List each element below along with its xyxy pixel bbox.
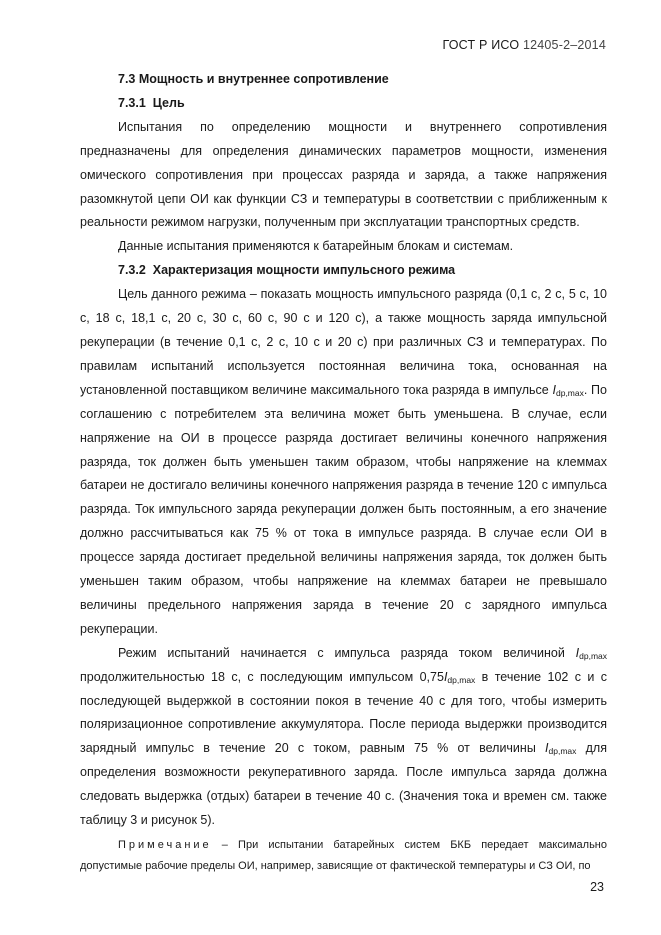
text-run: продолжительностью 18 с, с последующим импульсом 0,75 <box>80 669 444 684</box>
paragraph-test-regime <box>80 642 607 833</box>
section-number: 7.3.1 <box>118 95 146 110</box>
current-symbol: I <box>443 669 448 684</box>
standard-label: ГОСТ Р ИСО <box>442 38 520 52</box>
section-number: 7.3 <box>118 72 136 86</box>
section-title: Цель <box>152 95 185 110</box>
section-title: Характеризация мощности импульсного режима <box>152 263 456 278</box>
text-run: в течение 102 с и с последующей выдержкой в состоянии покоя в течение 40 с для того, чтобы измерить поляризационное сопротивление аккумулятора. После периода выдержки производится зарядный импульс в течение 20 с током, равным 75 % от величины <box>80 669 607 756</box>
note-text: – При испытании батарейных систем БКБ передает максимально допустимые рабочие пределы ОИ, например, зависящие от фактической температуры и СЗ ОИ, по <box>80 839 607 872</box>
current-subscript: dp,max <box>579 650 607 661</box>
note-label: Примечание <box>118 839 212 851</box>
current-symbol: I <box>575 645 580 660</box>
current-subscript: dp,max <box>548 746 577 757</box>
text-run: Цель данного режима – показать мощность импульсного разряда (0,1 с, 2 с, 5 с, 10 с, 18 с, 18,1 с, 20 с, 30 с, 60 с, 90 с и 120 с), а также мощность заряда импульсной рекуперации (в течение 0,1 с, 2 с, 10 с и 20 с) при различных СЗ и температурах. По правилам испытаний используется постоянная величина тока, основанная на установленной поставщиком величине максимального тока разряда в импульсе <box>80 287 607 397</box>
paragraph-applicability: Данные испытания применяются к батарейным блокам и системам. <box>118 239 514 254</box>
section-heading-7-3-2 <box>80 259 607 283</box>
paragraph-pulse-mode-goal <box>80 283 607 642</box>
text-run: для определения возможности рекуперативного заряда. После импульса заряда должна следовать выдержка (отдых) батареи в течение 40 с. (Значения тока и времен см. также таблицу 3 и рисунок 5). <box>80 741 607 828</box>
section-number: 7.3.2 <box>118 263 146 278</box>
section-heading-7-3-1 <box>80 92 607 116</box>
page-number: 23 <box>590 880 604 894</box>
note-paragraph <box>80 835 607 877</box>
paragraph-purpose: Испытания по определению мощности и внутреннего сопротивления предназначены для определения динамических параметров мощности, изменения омического сопротивления при процессах разряда и заряда, а также напряжения разомкнутой цепи ОИ как функции СЗ и температуры в соответствии с приближенным к реальности режимом нагрузки, полученным при эксплуатации транспортных средств. <box>80 119 607 230</box>
section-title: Мощность и внутреннее сопротивление <box>138 72 389 86</box>
current-subscript: dp,max <box>447 674 476 685</box>
document-header <box>442 38 606 52</box>
text-run: . По соглашению с потребителем эта величина может быть уменьшена. В случае, если напряжение на ОИ в процессе разряда достигает величины конечного напряжения разряда, ток должен быть уменьшен таким образом, чтобы напряжение на клеммах батареи не достигало величины конечного напряжения разряда в течение 120 с импульса разряда. Ток импульсного заряда рекуперации должен быть постоянным, а его значение должно рассчитываться как 75 % от тока в импульсе разряда. В случае если ОИ в процессе заряда достигает предельной величины напряжения заряда, ток должен быть уменьшен таким образом, чтобы напряжение на клеммах батареи не превышало величины предельного напряжения заряда в течение 20 с зарядного импульса рекуперации. <box>80 382 607 636</box>
standard-number: 12405-2–2014 <box>522 38 606 52</box>
current-symbol: I <box>545 741 549 756</box>
current-subscript: dp,max <box>555 387 584 398</box>
page-body <box>80 68 607 877</box>
section-heading-7-3 <box>80 68 607 92</box>
text-run: Режим испытаний начинается с импульса разряда током величиной <box>118 645 576 660</box>
current-symbol: I <box>552 382 556 397</box>
